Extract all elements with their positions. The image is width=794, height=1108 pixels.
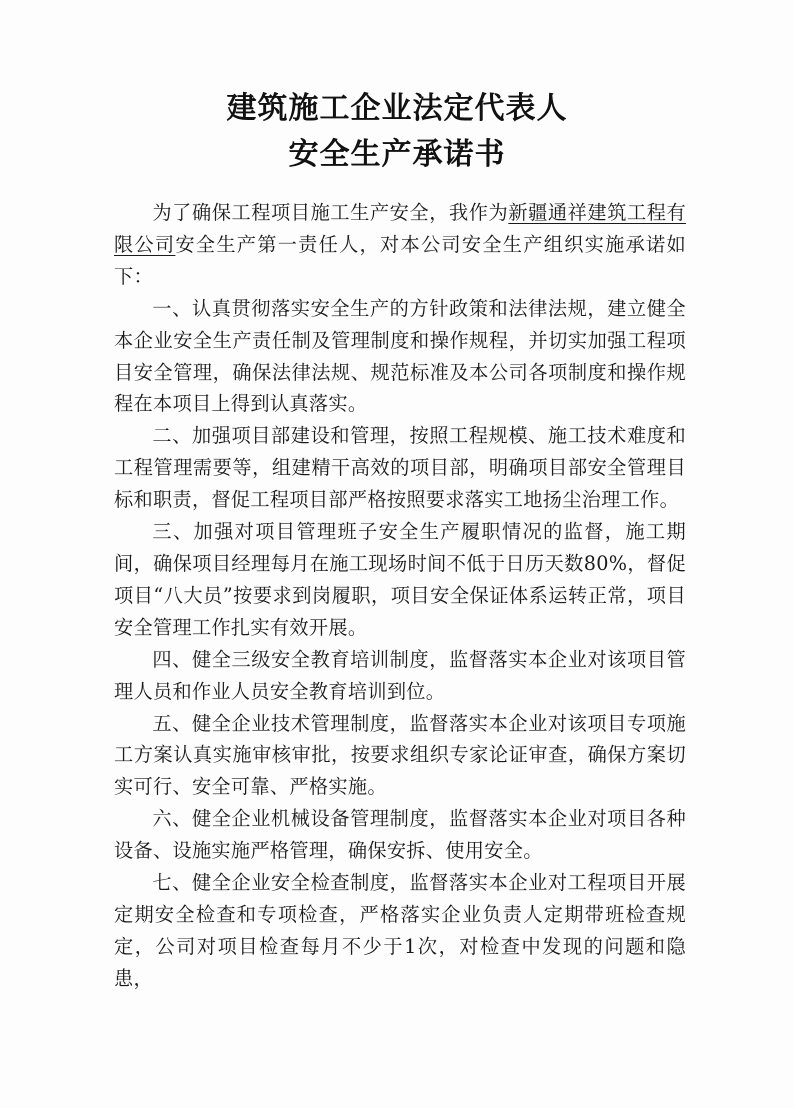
title-line-2: 安全生产承诺书 <box>288 137 506 172</box>
document-body <box>114 197 686 995</box>
document-title <box>0 86 794 178</box>
clause-5: 五、健全企业技术管理制度，监督落实本企业对该项目专项施工方案认真实施审核审批，按要求组织专家论证审查，确保方案切实可行、安全可靠、严格实施。 <box>114 711 686 799</box>
company-name: 新疆通祥建筑工程有限公司 <box>114 201 687 256</box>
clause-3: 三、加强对项目管理班子安全生产履职情况的监督，施工期间，确保项目经理每月在施工现场时间不低于日历天数80%，督促项目“八大员”按要求到岗履职，项目安全保证体系运转正常，项目安全管理工作扎实有效开展。 <box>114 520 686 639</box>
clause-6: 六、健全企业机械设备管理制度，监督落实本企业对项目各种设备、设施实施严格管理，确保安拆、使用安全。 <box>114 807 686 863</box>
clause-1: 一、认真贯彻落实安全生产的方针政策和法律法规，建立健全本企业安全生产责任制及管理制度和操作规程，并切实加强工程项目安全管理，确保法律法规、规范标准及本公司各项制度和操作规程在本项目上得到认真落实。 <box>114 296 686 416</box>
intro-paragraph <box>114 197 686 293</box>
intro-prefix: 为了确保工程项目施工生产安全，我作为 <box>152 201 509 224</box>
clause-4: 四、健全三级安全教育培训制度，监督落实本企业对该项目管理人员和作业人员安全教育培训到位。 <box>114 647 686 703</box>
intro-suffix: 安全生产第一责任人，对本公司安全生产组织实施承诺如下： <box>114 232 686 288</box>
clause-7: 七、健全企业安全检查制度，监督落实本企业对工程项目开展定期安全检查和专项检查，严格落实企业负责人定期带班检查规定，公司对项目检查每月不少于1次，对检查中发现的问题和隐患， <box>114 871 686 990</box>
clause-2: 二、加强项目部建设和管理，按照工程规模、施工技术难度和工程管理需要等，组建精干高效的项目部，明确项目部安全管理目标和职责，督促工程项目部严格按照要求落实工地扬尘治理工作。 <box>114 424 686 512</box>
title-line-1: 建筑施工企业法定代表人 <box>226 91 568 126</box>
